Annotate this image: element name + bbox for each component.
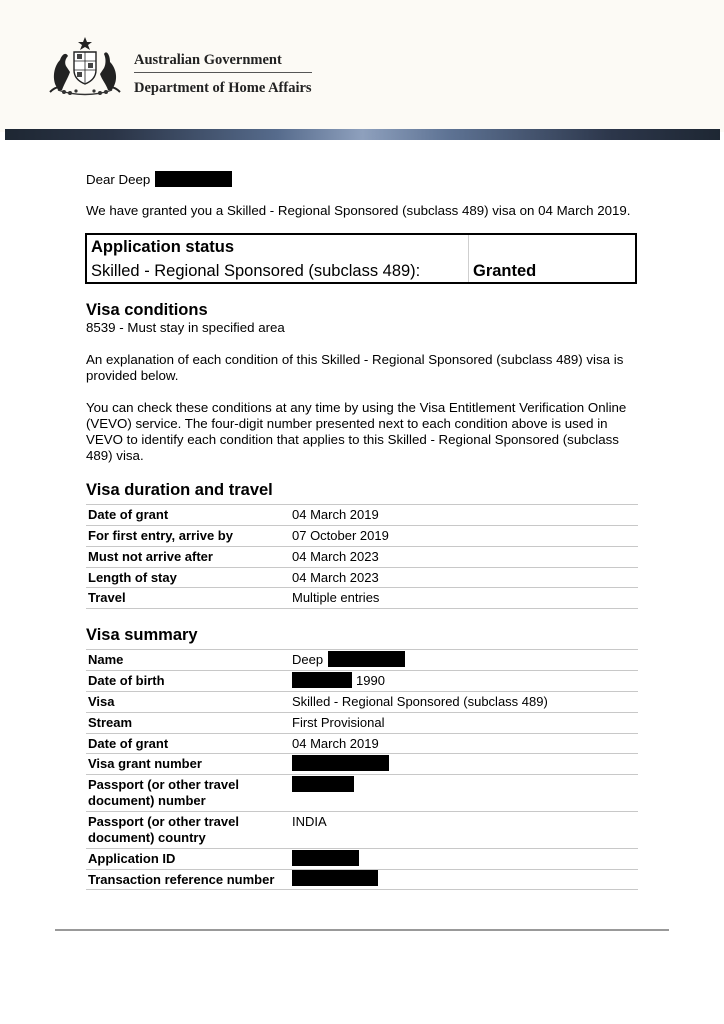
row-label: Passport (or other travel document) country — [88, 814, 239, 845]
vevo-paragraph: You can check these conditions at any time by using the Visa Entitlement Verification Online (VEVO) service. The four-digit number presented next to each condition above is used in VEVO to identify each condition that applies to this Skilled - Regional Sponsored (subclass 489) visa. — [86, 400, 627, 463]
table-row — [86, 870, 638, 890]
government-name: Australian Government — [134, 52, 282, 68]
table-row — [86, 692, 638, 713]
row-value: 04 March 2023 — [292, 570, 379, 585]
table-row — [86, 775, 638, 812]
table-row — [86, 713, 638, 734]
row-label: Visa — [88, 694, 115, 709]
row-label: For first entry, arrive by — [88, 528, 233, 543]
redacted-surname — [328, 651, 405, 667]
redacted-application-id — [292, 850, 359, 866]
application-status-box — [85, 233, 637, 284]
table-row — [86, 568, 638, 588]
row-value: Multiple entries — [292, 590, 380, 605]
table-row — [86, 547, 638, 568]
table-row — [86, 505, 638, 526]
row-label: Length of stay — [88, 570, 177, 585]
row-label: Visa grant number — [88, 756, 202, 771]
table-row — [86, 526, 638, 547]
visa-conditions-heading: Visa conditions — [86, 301, 208, 319]
salutation: Dear Deep — [86, 172, 151, 187]
row-label: Stream — [88, 715, 133, 730]
row-value: Deep — [292, 652, 324, 667]
table-row — [86, 650, 638, 671]
row-label: Date of grant — [88, 736, 169, 751]
row-value: INDIA — [292, 814, 327, 829]
table-row — [86, 671, 638, 692]
table-row — [86, 849, 638, 870]
row-label: Passport (or other travel document) number — [88, 777, 239, 808]
row-value: 04 March 2023 — [292, 549, 379, 564]
table-row — [86, 754, 638, 775]
row-value: First Provisional — [292, 715, 385, 730]
table-row — [86, 734, 638, 754]
row-label: Application ID — [88, 851, 176, 866]
row-value: 1990 — [356, 673, 385, 688]
row-value: 07 October 2019 — [292, 528, 389, 543]
row-value: 04 March 2019 — [292, 736, 379, 751]
redacted-birth-date — [292, 672, 352, 688]
coat-of-arms-icon — [44, 36, 126, 96]
duration-heading: Visa duration and travel — [86, 481, 273, 499]
row-value: Skilled - Regional Sponsored (subclass 489) — [292, 694, 548, 709]
department-name: Department of Home Affairs — [134, 80, 312, 96]
table-row — [86, 588, 638, 609]
divider — [468, 235, 469, 282]
redacted-transaction-reference — [292, 870, 378, 886]
row-value: 04 March 2019 — [292, 507, 379, 522]
redacted-surname — [155, 171, 232, 187]
visa-condition: 8539 - Must stay in specified area — [86, 320, 285, 335]
row-label: Date of grant — [88, 507, 169, 522]
row-label: Name — [88, 652, 124, 667]
row-label: Must not arrive after — [88, 549, 213, 564]
redacted-passport-number — [292, 776, 354, 792]
row-label: Travel — [88, 590, 126, 605]
application-status-visa: Skilled - Regional Sponsored (subclass 489): — [91, 262, 421, 280]
row-label: Date of birth — [88, 673, 165, 688]
application-status-title: Application status — [91, 238, 235, 256]
conditions-explanation: An explanation of each condition of this Skilled - Regional Sponsored (subclass 489) visa is provided below. — [86, 352, 624, 383]
grant-statement: We have granted you a Skilled - Regional Sponsored (subclass 489) visa on 04 March 2019. — [86, 203, 631, 218]
divider — [134, 72, 312, 73]
header-banner — [5, 129, 720, 140]
row-label: Transaction reference number — [88, 872, 275, 887]
footer-divider — [55, 929, 669, 931]
summary-heading: Visa summary — [86, 626, 198, 644]
application-status-value: Granted — [473, 262, 537, 280]
table-row — [86, 812, 638, 849]
redacted-grant-number — [292, 755, 389, 771]
